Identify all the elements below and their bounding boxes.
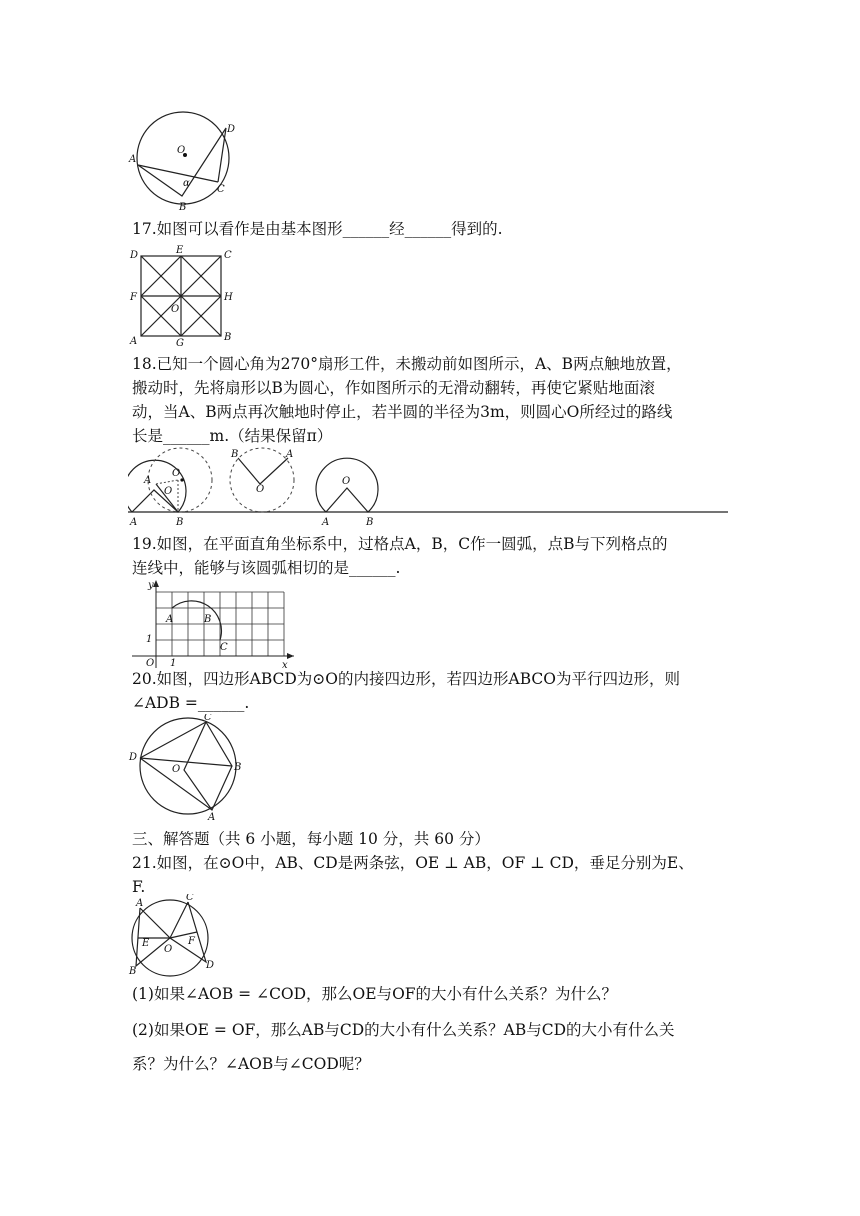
svg-text:A: A	[136, 898, 144, 909]
svg-text:D: D	[130, 250, 139, 261]
svg-text:A: A	[129, 154, 137, 165]
q21-part-2-line-2: 系？为什么？∠AOB与∠COD呢？	[132, 1055, 370, 1073]
svg-text:O: O	[164, 944, 173, 955]
svg-text:B: B	[179, 202, 187, 213]
q18-line-3: 动，当A、B两点再次触地时停止，若半圆的半径为3m，则圆心O所经过的路线	[132, 403, 673, 421]
svg-text:O: O	[146, 658, 155, 669]
q17-figure	[128, 244, 238, 348]
svg-text:E: E	[142, 938, 150, 949]
svg-text:C: C	[217, 184, 225, 195]
svg-text:B: B	[224, 332, 232, 343]
svg-text:F: F	[130, 292, 137, 303]
svg-text:B: B	[366, 517, 374, 528]
svg-text:O: O	[172, 764, 181, 775]
svg-text:B: B	[231, 449, 239, 460]
svg-text:C: C	[204, 714, 212, 723]
svg-text:x: x	[282, 660, 288, 670]
q20-line-2: ∠ADB =______.	[132, 694, 250, 712]
svg-text:F: F	[188, 936, 195, 947]
q18-line-4: 长是______m.（结果保留π）	[132, 427, 333, 445]
q21-part-1: (1)如果∠AOB = ∠COD，那么OE与OF的大小有什么关系？为什么？	[132, 985, 618, 1003]
q21-part-2-line-1: (2)如果OE = OF，那么AB与CD的大小有什么关系？AB与CD的大小有什么关	[132, 1021, 675, 1039]
svg-text:O: O	[177, 145, 186, 156]
svg-text:A: A	[208, 812, 216, 822]
q19-figure	[128, 578, 298, 670]
svg-text:O: O	[171, 304, 180, 315]
section-3-heading: 三、解答题（共 6 小题，每小题 10 分，共 60 分）	[132, 830, 490, 848]
q18-line-1: 18.已知一个圆心角为270°扇形工件，未搬动前如图所示，A、B两点触地放置，	[132, 355, 682, 373]
svg-text:1: 1	[170, 658, 177, 669]
svg-text:O: O	[256, 484, 265, 495]
svg-text:A: A	[322, 517, 330, 528]
q21-line-1: 21.如图，在⊙O中，AB、CD是两条弦，OE ⊥ AB，OF ⊥ CD，垂足分别为E、	[132, 854, 694, 872]
q19-line-1: 19.如图，在平面直角坐标系中，过格点A，B，C作一圆弧，点B与下列格点的	[132, 535, 668, 553]
svg-text:D: D	[206, 960, 215, 971]
svg-text:D: D	[227, 124, 236, 135]
svg-text:G: G	[176, 338, 184, 348]
svg-text:A: A	[130, 336, 138, 347]
svg-text:B: B	[204, 614, 212, 625]
svg-text:O: O	[164, 486, 173, 497]
svg-text:O: O	[172, 468, 181, 479]
svg-text:D: D	[129, 752, 138, 763]
q20-figure	[128, 714, 248, 822]
svg-text:B: B	[176, 517, 184, 528]
svg-text:C: C	[224, 250, 232, 261]
svg-text:A: A	[166, 614, 174, 625]
q19-line-2: 连线中，能够与该圆弧相切的是______.	[132, 559, 401, 577]
q21-figure	[128, 894, 228, 980]
svg-text:A: A	[286, 449, 294, 460]
svg-text:B: B	[234, 762, 242, 773]
q20-line-1: 20.如图，四边形ABCD为⊙O的内接四边形，若四边形ABCO为平行四边形，则	[132, 670, 680, 688]
q17-text: 17.如图可以看作是由基本图形______经______得到的.	[132, 220, 503, 238]
svg-text:A: A	[130, 517, 138, 528]
q18-figure	[128, 446, 728, 528]
svg-text:E: E	[176, 245, 184, 256]
q18-line-2: 搬动时，先将扇形以B为圆心，作如图所示的无滑动翻转，再使它紧贴地面滚	[132, 379, 655, 397]
svg-text:α: α	[183, 178, 190, 189]
svg-text:1: 1	[146, 634, 153, 645]
svg-text:C: C	[220, 642, 228, 653]
svg-text:O: O	[342, 476, 351, 487]
svg-text:B: B	[129, 966, 137, 977]
svg-text:y: y	[148, 580, 154, 591]
q16-figure	[128, 110, 248, 214]
svg-text:C: C	[186, 894, 194, 903]
q21-line-2: F.	[132, 878, 146, 896]
svg-text:A: A	[144, 475, 152, 486]
svg-text:H: H	[224, 292, 233, 303]
